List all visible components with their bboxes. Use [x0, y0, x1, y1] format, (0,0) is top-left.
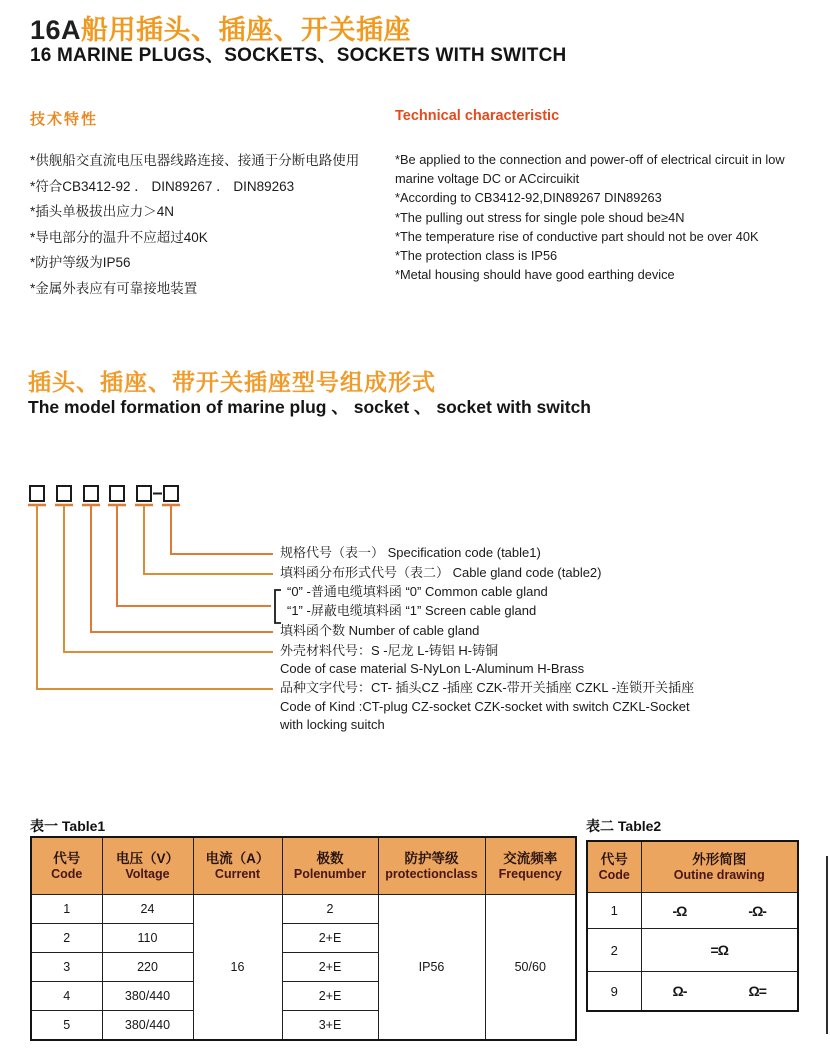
model-line-kind-en2: with locking suitch [280, 717, 385, 732]
table-row [587, 893, 798, 929]
table1-specifications [30, 836, 577, 1041]
cell-pole: 2 [282, 895, 378, 924]
cell-code: 1 [31, 895, 102, 924]
table1-header-voltage [102, 837, 193, 895]
header-label-zh: 电流（A） [205, 851, 270, 866]
model-code-connector-lines [25, 480, 295, 742]
cell-frequency-merged: 50/60 [485, 895, 576, 1041]
code-box [164, 486, 178, 501]
header-label-zh: 极数 [316, 851, 344, 866]
cell-drawing [641, 893, 798, 929]
cell-pole: 2+E [282, 924, 378, 953]
code-box [110, 486, 124, 501]
header-label-en: Code [51, 867, 83, 881]
tech-list-en [395, 150, 825, 284]
header-label-en: Polenumber [293, 867, 367, 881]
cell-protection-merged: IP56 [378, 895, 485, 1041]
gland-symbol-icon: Ω- [672, 983, 687, 999]
drawing-symbols [642, 903, 798, 919]
model-line-screen-gland: “1” -屏蔽电缆填料函 “1” Screen cable gland [287, 603, 537, 618]
cell-voltage: 380/440 [102, 1011, 193, 1041]
code-box [137, 486, 151, 501]
tech-item-zh: *金属外表应有可靠接地装置 [30, 280, 198, 296]
tech-list-zh [30, 148, 390, 301]
connector-line [144, 505, 273, 574]
code-box [57, 486, 71, 501]
connector-line [171, 505, 273, 554]
table-row [587, 972, 798, 1012]
cell-code: 2 [587, 929, 641, 972]
table1-header-polenumber [282, 837, 378, 895]
cell-code: 3 [31, 953, 102, 982]
code-box [84, 486, 98, 501]
model-line-material-en: Code of case material S-NyLon L-Aluminum H-Brass [280, 661, 585, 676]
table2-caption: 表二 Table2 [586, 818, 662, 834]
header-label-zh: 交流频率 [503, 851, 558, 866]
tech-item-en: *The protection class is IP56 [395, 248, 558, 264]
tech-item-en: *The pulling out stress for single pole shoud be≥4N [395, 209, 685, 225]
table2-header-row [587, 841, 798, 893]
cell-code: 4 [31, 982, 102, 1011]
tech-item-en: *According to CB3412-92,DIN89267 DIN89263 [395, 190, 662, 206]
cell-code: 1 [587, 893, 641, 929]
connector-line [37, 505, 273, 689]
model-line-kind-zh: 品种文字代号：CT- 插头CZ -插座 CZK-带开关插座 CZKL -连锁开关插座 [280, 680, 695, 695]
model-heading-zh: 插头、插座、带开关插座型号组成形式 [28, 369, 436, 395]
model-heading-en: The model formation of marine plug 、 socket 、 socket with switch [28, 397, 591, 417]
table-row [587, 929, 798, 972]
cell-voltage: 110 [102, 924, 193, 953]
tech-item-en: *Be applied to the connection and power-off of electrical circuit in low [395, 152, 785, 167]
cell-pole: 2+E [282, 982, 378, 1011]
model-code-diagram [25, 480, 825, 762]
header-label-en: protectionclass [385, 867, 478, 881]
tech-heading-en: Technical characteristic [395, 108, 560, 124]
table2-outline-drawings [586, 840, 799, 1012]
tech-item-en: *Metal housing should have good earthing device [395, 267, 675, 283]
header-label-en: Frequency [498, 867, 562, 881]
drawing-symbols [642, 942, 798, 958]
model-line-specification: 规格代号（表一） Specification code (table1) [280, 545, 541, 560]
cell-drawing [641, 972, 798, 1012]
tech-item-zh: *符合CB3412-92 ． DIN89267 ． DIN89263 [30, 178, 295, 194]
page-title-prefix: 16A [30, 15, 82, 45]
header-label-en: Voltage [125, 867, 170, 881]
model-line-gland-number: 填料函个数 Number of cable gland [280, 623, 480, 638]
code-box [30, 486, 44, 501]
header-label-zh: 代号 [53, 851, 81, 866]
table1-caption: 表一 Table1 [30, 818, 106, 834]
header-label-en: Code [598, 868, 630, 882]
gland-symbol-icon: Ω= [748, 983, 766, 999]
tech-item-en: *The temperature rise of conductive part should not be over 40K [395, 228, 759, 244]
header-label-en: Outine drawing [673, 868, 765, 882]
cell-code: 5 [31, 1011, 102, 1041]
table1-header-protection [378, 837, 485, 895]
gland-symbol-icon: -Ω- [748, 902, 766, 919]
tech-item-en: marine voltage DC or ACcircuikit [395, 171, 580, 187]
cell-voltage: 380/440 [102, 982, 193, 1011]
drawing-symbols [642, 983, 798, 999]
gland-symbol-icon: -Ω [672, 902, 687, 919]
header-label-zh: 外形简图 [692, 852, 747, 867]
header-label-en: Current [214, 867, 261, 881]
header-label-zh: 代号 [600, 852, 628, 867]
tech-item-zh: *防护等级为IP56 [30, 255, 131, 270]
tech-item-zh: *导电部分的温升不应超过40K [30, 229, 208, 245]
cell-code: 2 [31, 924, 102, 953]
connector-line [117, 505, 271, 606]
header-label-zh: 防护等级 [404, 851, 459, 866]
gland-symbol-icon: =Ω [710, 942, 728, 958]
cell-voltage: 24 [102, 895, 193, 924]
cell-current-merged: 16 [193, 895, 282, 1041]
table1-header-row [31, 837, 576, 895]
model-line-kind-en: Code of Kind :CT-plug CZ-socket CZK-socket with switch CZKL-Socket [280, 699, 690, 714]
table2-header-code [587, 841, 641, 893]
connector-line [64, 505, 273, 652]
page-title-zh: 船用插头、插座、开关插座 [81, 15, 412, 45]
cell-drawing [641, 929, 798, 972]
model-line-gland-code: 填料函分布形式代号（表二） Cable gland code (table2) [280, 565, 602, 580]
model-line-common-gland: “0” -普通电缆填料函 “0” Common cable gland [287, 584, 548, 599]
table1-header-code [31, 837, 102, 895]
tech-item-zh: *插头单极拔出应力＞4N [30, 204, 175, 219]
table2-header-drawing [641, 841, 798, 893]
tech-heading-zh: 技术特性 [30, 111, 99, 128]
table-row [31, 895, 576, 924]
scan-edge-line [826, 856, 828, 1034]
table1-header-frequency [485, 837, 576, 895]
cell-voltage: 220 [102, 953, 193, 982]
header-label-zh: 电压（V） [115, 851, 179, 866]
option-bracket [275, 590, 281, 623]
table1-header-current [193, 837, 282, 895]
cell-pole: 2+E [282, 953, 378, 982]
cell-pole: 3+E [282, 1011, 378, 1041]
model-line-material-zh: 外壳材料代号：S -尼龙 L-铸铝 H-铸铜 [280, 643, 499, 658]
tech-item-zh: *供舰船交直流电压电器线路连接、接通于分断电路使用 [30, 153, 360, 168]
page-subtitle: 16 MARINE PLUGS、SOCKETS、SOCKETS WITH SWITCH [30, 45, 567, 66]
connector-line [91, 505, 273, 632]
cell-code: 9 [587, 972, 641, 1012]
